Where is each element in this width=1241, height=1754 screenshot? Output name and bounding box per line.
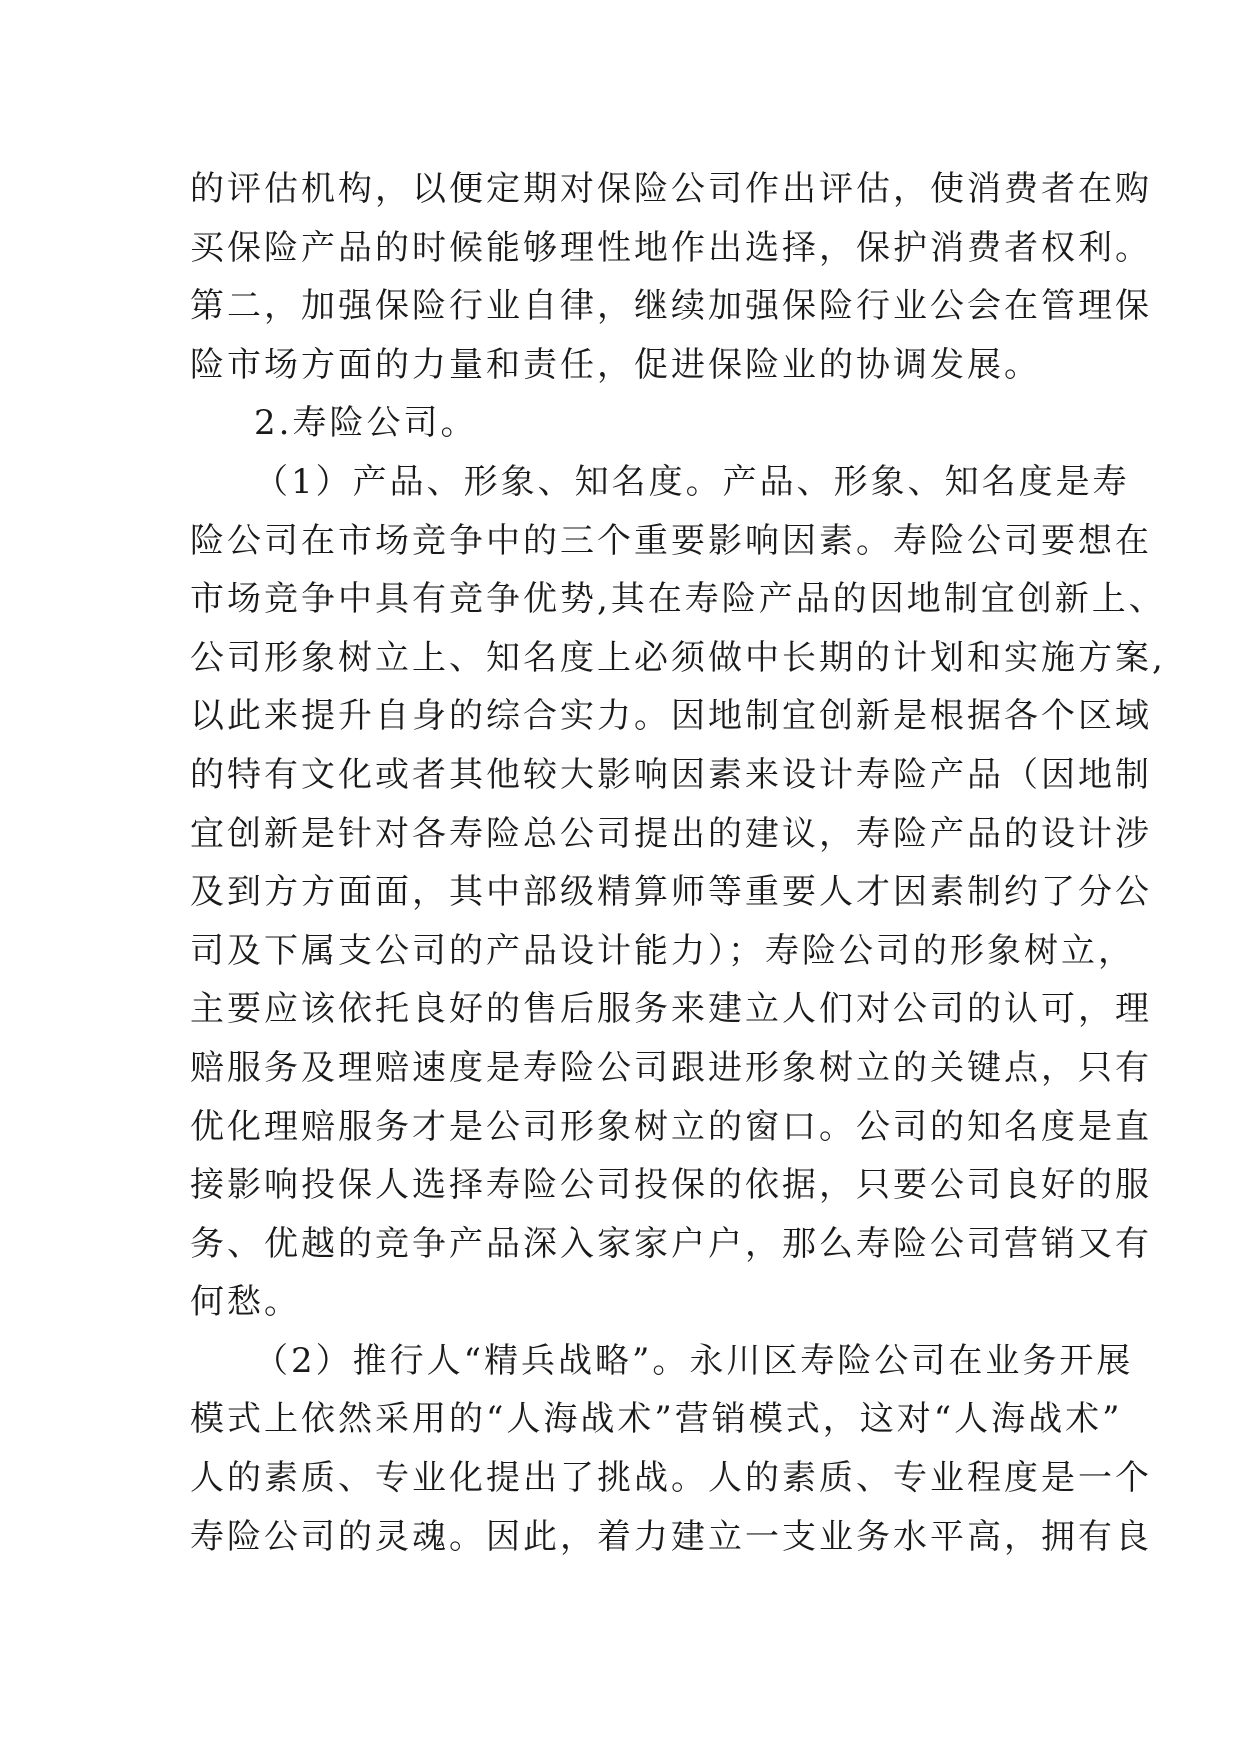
- text-line: 的特有文化或者其他较大影响因素来设计寿险产品（因地制: [190, 754, 1152, 795]
- text-line: （1）产品、形象、知名度。产品、形象、知名度是寿: [254, 461, 1130, 502]
- text-line: 宜创新是针对各寿险总公司提出的建议，寿险产品的设计涉: [190, 813, 1152, 854]
- text-line: （2）推行人“精兵战略”。永川区寿险公司在业务开展: [254, 1340, 1134, 1381]
- text-line: 公司形象树立上、知名度上必须做中长期的计划和实施方案,: [190, 637, 1166, 678]
- text-line: 接影响投保人选择寿险公司投保的依据，只要公司良好的服: [190, 1165, 1152, 1206]
- text-line: 的评估机构，以便定期对保险公司作出评估，使消费者在购: [190, 169, 1152, 209]
- text-line: 赔服务及理赔速度是寿险公司跟进形象树立的关键点，只有: [190, 1047, 1152, 1088]
- text-line: 第二，加强保险行业自律，继续加强保险行业公会在管理保: [190, 286, 1152, 327]
- text-line: 主要应该依托良好的售后服务来建立人们对公司的认可，理: [190, 989, 1152, 1030]
- text-line: 市场竞争中具有竞争优势,其在寿险产品的因地制宜创新上、: [190, 579, 1166, 620]
- text-line: 险市场方面的力量和责任，促进保险业的协调发展。: [190, 344, 1041, 385]
- text-line: 寿险公司的灵魂。因此，着力建立一支业务水平高，拥有良: [190, 1516, 1152, 1557]
- text-line: 人的素质、专业化提出了挑战。人的素质、专业程度是一个: [190, 1458, 1152, 1499]
- body-text: [190, 160, 1166, 1566]
- text-line: 及到方方面面，其中部级精算师等重要人才因素制约了分公: [190, 872, 1152, 913]
- text-line: 以此来提升自身的综合实力。因地制宜创新是根据各个区域: [190, 696, 1152, 737]
- text-line: 买保险产品的时候能够理性地作出选择，保护消费者权利。: [190, 227, 1152, 268]
- text-line: 2.寿险公司。: [254, 403, 478, 444]
- text-line: 险公司在市场竞争中的三个重要影响因素。寿险公司要想在: [190, 520, 1152, 561]
- text-line: 何愁。: [190, 1282, 301, 1323]
- text-line: 司及下属支公司的产品设计能力）；寿险公司的形象树立，: [190, 930, 1135, 971]
- text-line: 模式上依然采用的“人海战术”营销模式，这对“人海战术”: [190, 1399, 1123, 1440]
- text-line: 优化理赔服务才是公司形象树立的窗口。公司的知名度是直: [190, 1106, 1152, 1147]
- text-line: 务、优越的竞争产品深入家家户户，那么寿险公司营销又有: [190, 1223, 1152, 1264]
